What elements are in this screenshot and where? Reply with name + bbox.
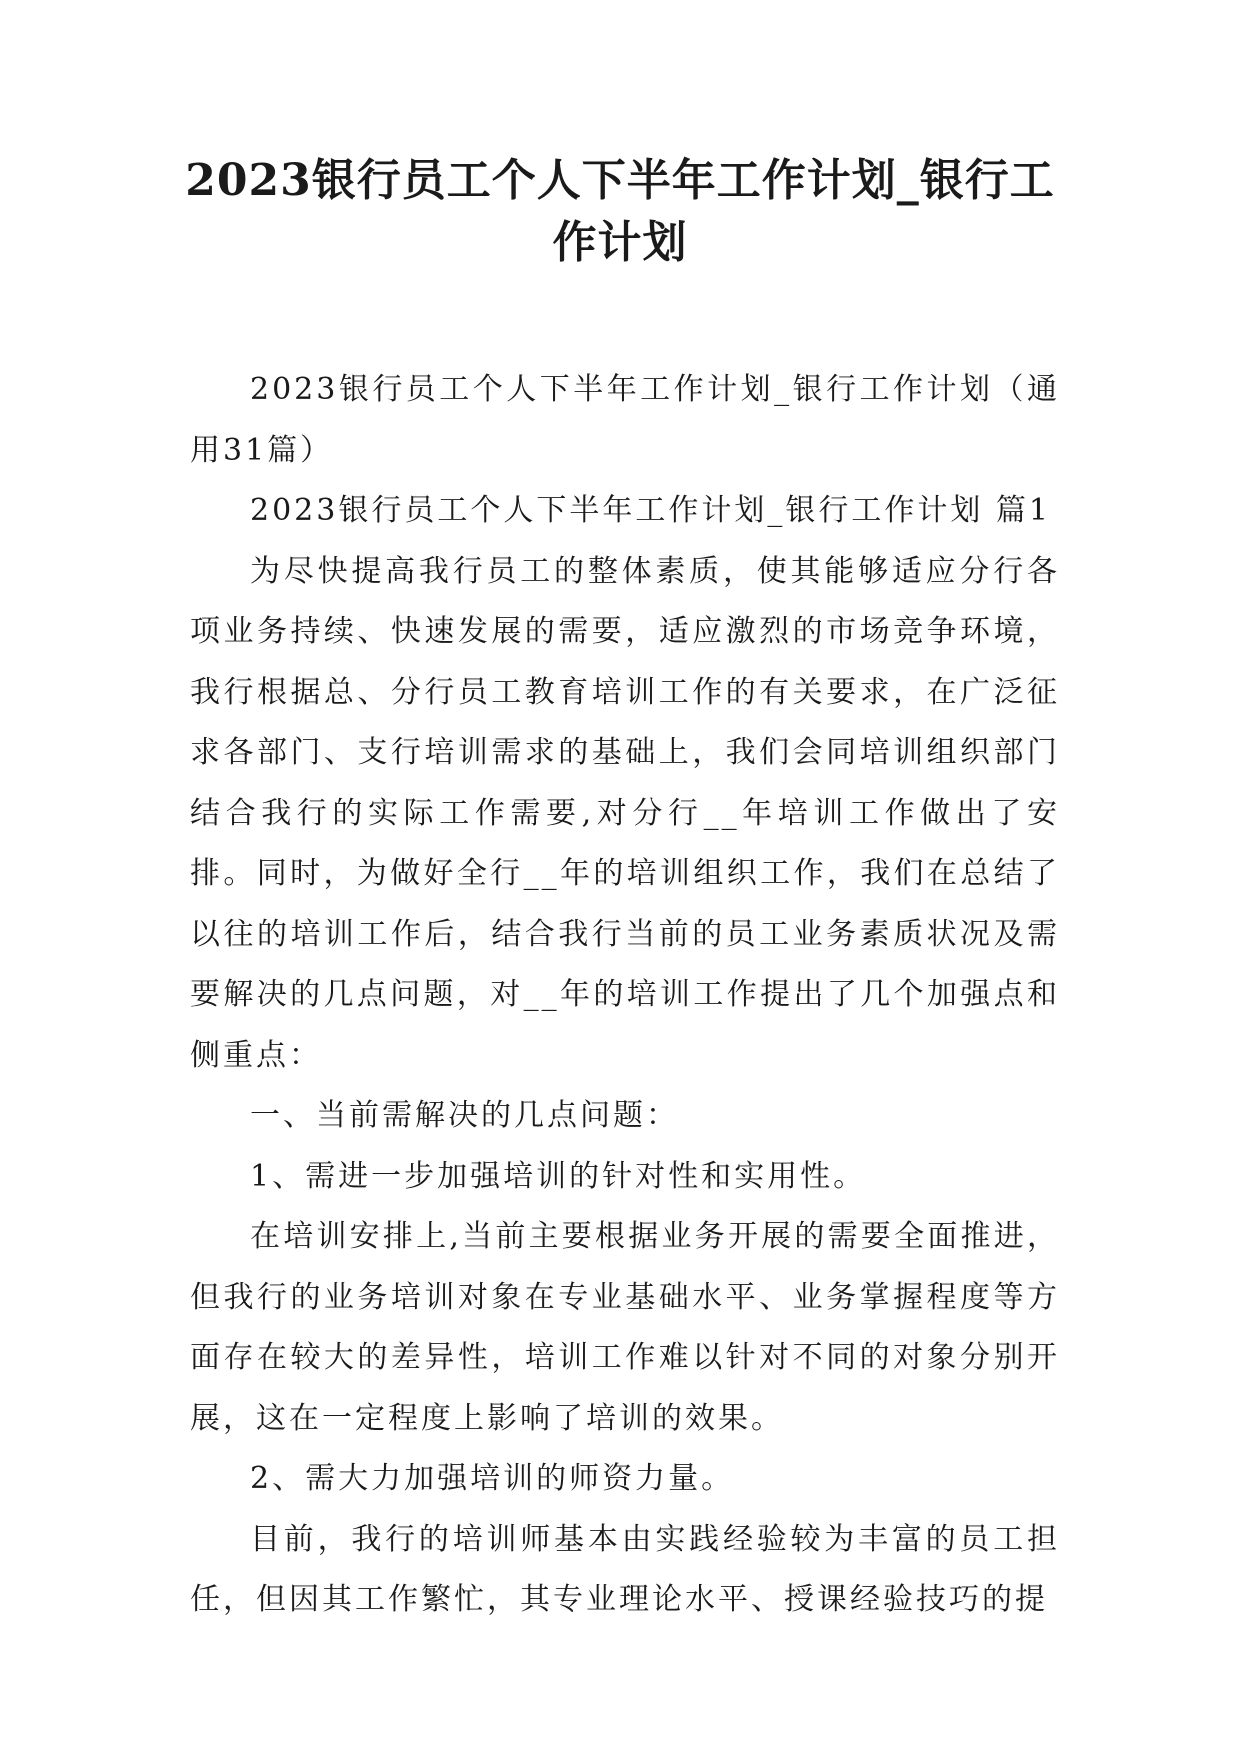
paragraph-main: 为尽快提高我行员工的整体素质，使其能够适应分行各项业务持续、快速发展的需要，适应激烈的市场竞争环境，我行根据总、分行员工教育培训工作的有关要求，在广泛征求各部门、支行培训需求的基础上，我们会同培训组织部门结合我行的实际工作需要,对分行__年培训工作做出了安排。同时，为做好全行__年的培训组织工作，我们在总结了以往的培训工作后，结合我行当前的员工业务素质状况及需要解决的几点问题，对__年的培训工作提出了几个加强点和侧重点： xyxy=(190,553,1060,1073)
paragraph-issue-2-detail: 目前，我行的培训师基本由实践经验较为丰富的员工担任，但因其工作繁忙，其专业理论水平、授课经验技巧的提 xyxy=(190,1521,1060,1617)
paragraph-issues-heading: 一、当前需解决的几点问题： xyxy=(250,1098,679,1133)
paragraph-issue-2: 2、需大力加强培训的师资力量。 xyxy=(250,1461,735,1496)
document-title: 2023银行员工个人下半年工作计划_银行工作计划 xyxy=(185,155,1055,268)
paragraph-issue-1-detail: 在培训安排上,当前主要根据业务开展的需要全面推进，但我行的业务培训对象在专业基础水平、业务掌握程度等方面存在较大的差异性，培训工作难以针对不同的对象分别开展，这在一定程度上影响了培训的效果。 xyxy=(190,1219,1060,1436)
document-body xyxy=(190,360,1060,1631)
paragraph-section-heading: 2023银行员工个人下半年工作计划_银行工作计划 篇1 xyxy=(250,493,1051,528)
paragraph-issue-1: 1、需进一步加强培训的针对性和实用性。 xyxy=(250,1158,867,1194)
paragraph-intro: 2023银行员工个人下半年工作计划_银行工作计划（通用31篇） xyxy=(190,372,1060,468)
